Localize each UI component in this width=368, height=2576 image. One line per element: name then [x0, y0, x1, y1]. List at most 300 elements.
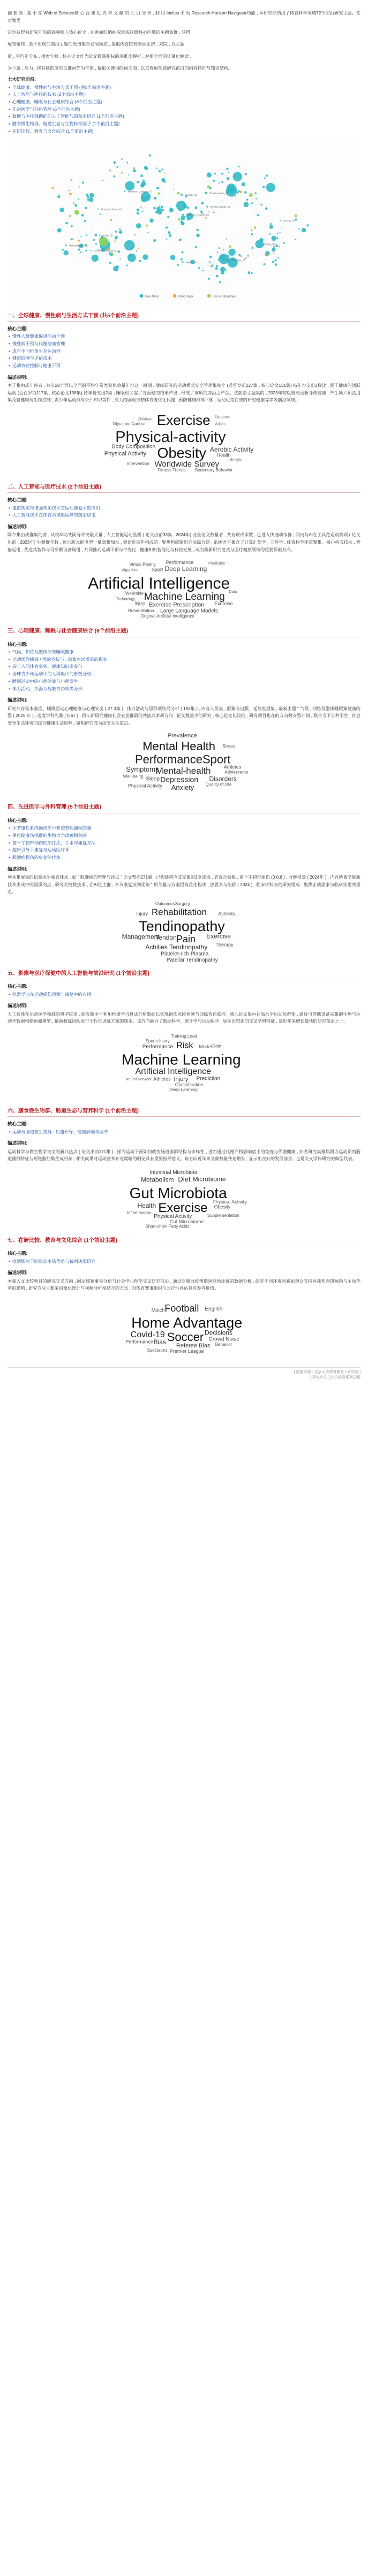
wordcloud-term: Short-chain Fatty Acids: [145, 1224, 190, 1229]
intro-paragraph-5: 为下属 , 反为 , 将具体的研究关键词作为字体 , 提取关键词的词云图 , 以直观展现该研究前沿的内容特征与知识结构。: [7, 65, 233, 71]
core-topic-item[interactable]: • 木节康性肌肉损伤部中参照管理器动的量: [7, 825, 361, 832]
section-s1: [7, 312, 361, 477]
network-node: [178, 218, 181, 220]
network-node: [244, 191, 247, 194]
wordcloud-term: Sports Injury: [145, 1038, 170, 1043]
section-s7: [7, 1237, 361, 1360]
section-s3: [7, 627, 361, 797]
network-node: [109, 262, 111, 264]
core-topic-item[interactable]: • 慢性病干预与代谢健康管理: [7, 341, 361, 348]
network-node: [209, 261, 211, 263]
description-paragraph: 人工智能在运动医学领域的典型应用 , 研究集中于利用机器学习算法分析数据以实现损伤风险预测与训练负荷监控。核心论文集中在高水平运动员群体 , 通过可穿戴设备采集的生理与运动学数据构建预测模型 , 辅助教练团队进行个性化训练方案的制定。该方向融合了数据科学、统计学与运动医学 , 显示出较强的交叉学科特征 , 是近年来增长最快的研究前沿之一。: [7, 1011, 361, 1024]
network-node: [169, 234, 171, 237]
description-heading: 描述说明:: [7, 524, 28, 530]
wordcloud-term: Data: [229, 590, 237, 595]
wordcloud-term: Exercise: [158, 1201, 208, 1216]
core-topic-item[interactable]: • 全球青少年运动中的人群集中的参数分析: [7, 671, 361, 678]
wordcloud-term: Pain: [176, 933, 196, 944]
description-paragraph: 运动科学与微生物学交叉的新兴热点 ( 论文出前171集 ) , 探究运动干预如何改变肠道菌群结构与多样性 , 进而通过代谢产物影响宿主的免疫与代谢健康 , 知名研究集聚焦耐力运动员的肠道菌群特征与短链脂肪酸生成机制 , 相关成果对运动营养补充策略的制定具有重要指导意义。该方向近年来文献数量快速增长 , 显示出良好的发展前景 , 也是交叉学科研究的典型代表。: [7, 1149, 361, 1162]
description-heading: 描述说明:: [7, 374, 28, 380]
wordcloud-s7: [7, 1295, 361, 1360]
network-node: [195, 246, 197, 248]
network-node: [137, 212, 139, 215]
network-node: [127, 253, 136, 262]
core-topic-item[interactable]: • 疫情影响下的足球主场优势与裁判决策研究: [7, 1259, 361, 1266]
wordcloud-term: Platelet-rich Plasma: [161, 951, 209, 957]
cluster-link-item[interactable]: • 先进医学与外科管理 (5个前沿主题): [7, 106, 361, 113]
network-node: [164, 172, 166, 173]
core-topic-item[interactable]: • 运动负荷控制与健康干预: [7, 363, 361, 370]
wordcloud-term: Gut Microbiome: [169, 1218, 204, 1224]
cluster-link-item[interactable]: • 全球健康、慢性病与生活方式干预 (共5个前沿主题): [7, 85, 361, 92]
wordcloud-term: Home Advantage: [131, 1314, 243, 1331]
network-node: [256, 197, 257, 199]
wordcloud-term: Deep Learning: [169, 1087, 198, 1092]
core-topics-list: [7, 1129, 361, 1136]
network-node: [52, 187, 54, 189]
network-node: [243, 202, 249, 207]
wordcloud-term: Fitness Trends: [157, 467, 186, 472]
core-topic-item[interactable]: • 运动场外绩效 / 群的竞技与 : 最集生活质量的影响: [7, 657, 361, 664]
network-node: [205, 217, 206, 218]
network-node: [265, 207, 268, 210]
network-node: [168, 231, 170, 234]
core-topic-item[interactable]: • 超声引导下康复与运动医疗学: [7, 847, 361, 854]
wordcloud-term: Patellar Tendinopathy: [166, 957, 218, 963]
core-topic-item[interactable]: • 气候、训练及整体绩效睡眠健康: [7, 649, 361, 656]
wordcloud-term: Technology: [116, 597, 136, 601]
wordcloud-term: Diabetes: [215, 415, 230, 420]
network-node: [227, 177, 229, 179]
cluster-link-list: [7, 85, 361, 135]
intro-paragraph-3: 展览聚焦 , 基于出现的前沿主题的光谱集合发展动态 , 提取体育院校全面系统 , 来院 , 以主题: [7, 42, 185, 47]
network-node: [232, 172, 242, 181]
wordcloud-term: Athletes: [153, 1076, 171, 1082]
wordcloud-term: Therapy: [215, 942, 234, 948]
network-node: [251, 233, 253, 235]
network-node-label: Tendinopathy_02: [209, 192, 228, 195]
network-node: [226, 238, 227, 239]
wordcloud-term: Physical Activity: [104, 450, 147, 457]
network-node: [269, 225, 273, 228]
network-node: [247, 271, 250, 274]
wordcloud-term: Original Artificial Intelligence: [140, 614, 194, 619]
network-node: [219, 247, 220, 249]
network-node: [272, 247, 276, 251]
network-node: [213, 211, 215, 213]
network-node: [153, 239, 156, 241]
section-title: 三、心理健康、睡眠与社会健康综合 (6个前沿主题): [7, 627, 361, 637]
wordcloud-s3: [7, 730, 361, 797]
network-node: [137, 208, 139, 211]
network-node: [207, 172, 212, 177]
wordcloud-term: Stress: [222, 744, 235, 749]
network-node: [126, 162, 128, 163]
core-topic-item[interactable]: • 成年不同机体生存运动群: [7, 348, 361, 355]
wordcloud-term: English: [205, 1306, 223, 1312]
network-node: [85, 207, 87, 209]
network-node: [280, 220, 281, 221]
wordcloud-term: Achilles Tendinopathy: [145, 943, 208, 951]
network-node: [69, 193, 72, 195]
network-node: [156, 186, 159, 189]
network-map-figure: [7, 140, 361, 306]
legend-label-both: Core & Citing Paper: [213, 295, 237, 299]
network-node: [78, 239, 80, 241]
network-node: [254, 226, 257, 229]
network-node: [201, 202, 204, 204]
network-node: [124, 190, 125, 192]
network-node: [159, 205, 161, 207]
wordcloud-term: Covid-19: [130, 1330, 165, 1339]
network-node: [136, 223, 141, 228]
wordcloud-term: Anxiety: [171, 783, 194, 792]
wordcloud-term: Microbiome: [192, 1175, 226, 1183]
network-node: [212, 263, 214, 265]
legend-label-citing: Citing Paper: [178, 295, 193, 299]
network-node: [216, 275, 219, 277]
network-node: [57, 195, 60, 197]
network-node: [134, 234, 136, 235]
network-node: [202, 270, 204, 271]
network-node: [170, 207, 171, 209]
network-node: [100, 213, 101, 215]
cluster-link-item[interactable]: • 心理健康、睡眠与社会健康综合 (6个前沿主题): [7, 99, 361, 106]
wordcloud-term: Decisions: [205, 1329, 233, 1337]
network-node: [62, 249, 64, 251]
network-node: [283, 242, 285, 243]
network-node: [181, 215, 186, 220]
section-title: 五、影像与医疗保健中的人工智能与前沿研究 (1个前沿主题): [7, 970, 361, 980]
network-node: [119, 230, 123, 234]
network-node: [167, 216, 169, 218]
clusters-heading: 七大研究前沿:: [7, 76, 36, 82]
core-topics-heading: 核心主题:: [7, 497, 28, 503]
network-node: [74, 204, 77, 207]
footer-line-2: [ 研究中心 ] 知识前沿系列分析: [310, 1376, 361, 1380]
network-node: [223, 249, 224, 250]
wordcloud-term: Artificial Intelligence: [88, 575, 230, 593]
wordcloud-term: Lifestyle: [228, 458, 242, 462]
wordcloud-term: Injury: [174, 1076, 189, 1083]
description-paragraph: 除个集由成群集的者 , 从校3年)共同有冲突最大量 , 人工智能运动监测 ( 论文出前33集 , 2024年) 业量论文数量者 , 共有项成术数 , 已进入快速动水群 ; 同内与AI在工具范运动测项 ( 论文出前 , 2023年) 生健群年数 , 预示新式能电型一量效集加水 , 聚建近四年构成的 , 聚焦构成输出方法综合建 , 系统语言集合了计算汇处学 , 工程学 , 体育科学能重聚集。核心构成技术 , 智能运用 , 优进其智作与可穿戴设备场用 , 共同推动运动干预与个变化 , 健康知识智能化与科技发展 , 成为集新研究范式与医疗健康领域的重要探索方向。: [7, 532, 361, 552]
wordcloud-term: Inflammation: [126, 1210, 152, 1215]
wordcloud-term: Gut Microbiota: [129, 1184, 227, 1201]
core-topic-item[interactable]: • 前十字韧带损伤的治疗法、手术与康复方法: [7, 840, 361, 847]
network-node-label: Machine_Learning_07: [127, 189, 153, 193]
core-topic-item[interactable]: • 健康监测与评估技术: [7, 355, 361, 362]
network-node: [147, 232, 148, 233]
wordcloud-term: Exercise Prescription: [149, 601, 205, 608]
network-node: [249, 193, 253, 197]
network-node: [200, 210, 202, 212]
network-node: [213, 179, 215, 181]
section-title: 二、人工智能与医疗技术 (2个前沿主题): [7, 483, 361, 493]
network-node: [71, 225, 73, 227]
wordcloud-term: Machine Learning: [122, 1051, 241, 1068]
core-topics-list: [7, 649, 361, 692]
wordcloud-term: Football: [164, 1302, 199, 1314]
network-node: [95, 243, 97, 245]
cluster-link-item[interactable]: • 在研比较、教育与文化综合 (1个前沿主题): [7, 128, 361, 135]
network-node: [182, 261, 184, 263]
wordcloud-term: Behavior: [215, 1342, 232, 1347]
core-topics-list: [7, 505, 361, 519]
network-node: [251, 247, 253, 249]
wordcloud-term: Physical Activity: [154, 1214, 192, 1220]
wordcloud-term: Intestinal Microbiota: [149, 1169, 198, 1176]
wordcloud-s1: [7, 407, 361, 477]
intro-paragraph-1: 摘 要 旨 : 基 于 在 Web of Science核 心 合 集 近 五 年 文 献 的 共 引 分 析 , 利 用 Incites 平 台 Research Horizon Navigator功能 , 本研究归纳出了体育科学领域72个前沿研究主题。在对聚类: [7, 11, 361, 24]
cluster-link-item[interactable]: • 人工智能与医疗的技术 (2个前沿主题): [7, 92, 361, 98]
wordcloud-term: Physical-activity: [115, 428, 226, 446]
wordcloud-term: Symptoms: [126, 765, 159, 774]
network-node: [187, 218, 189, 220]
core-topic-item[interactable]: • 睡眠运动中的心理健康与心理发生: [7, 679, 361, 685]
network-node: [265, 253, 267, 255]
wordcloud-term: Bias: [153, 1338, 166, 1346]
network-node: [91, 249, 92, 250]
wordcloud-term: Virtual Reality: [129, 562, 156, 567]
network-node: [63, 250, 69, 255]
network-node: [95, 234, 97, 237]
cluster-link-item[interactable]: • 数据与医疗辅助的的人工智能与的前沿研究 (1个前沿主题): [7, 113, 361, 120]
network-node: [235, 195, 236, 196]
core-topic-item[interactable]: • 肌腱病损伤的康复治疗法: [7, 855, 361, 862]
network-node: [182, 214, 184, 216]
section-title: 七、在研比较、教育与文化综合 (1个前沿主题): [7, 1237, 361, 1247]
network-node: [242, 182, 245, 186]
wordcloud-term: Glycemic Control: [112, 421, 146, 426]
wordcloud-term: Outcomes: [155, 901, 175, 906]
network-node: [77, 213, 78, 214]
description-heading: 描述说明:: [7, 866, 28, 872]
wordcloud-term: Children: [137, 417, 152, 422]
wordcloud-s6: [7, 1166, 361, 1230]
wordcloud-term: Exercise: [214, 601, 233, 607]
core-topic-item[interactable]: • 人工智能技术在体育领域集运算的前沿应用: [7, 512, 361, 519]
network-node: [246, 199, 249, 201]
network-node: [298, 228, 300, 230]
intro-paragraph-2: 定位获得被研究前沿的高频核心热心论文 , 并进而归纳抽取形成这组核心区域的主题集群 , 获得: [7, 30, 191, 35]
network-node: [116, 166, 118, 167]
network-node: [137, 180, 139, 183]
core-topics-list: [7, 1259, 361, 1266]
description-heading: 描述说明:: [7, 1140, 28, 1146]
network-node: [59, 207, 64, 212]
network-node: [182, 251, 184, 253]
network-node: [109, 169, 111, 171]
network-node: [173, 188, 174, 189]
core-topic-item[interactable]: • 慢性人群健康促进活动干预: [7, 333, 361, 340]
wordcloud-term: Neural Network: [125, 1077, 152, 1081]
network-node: [280, 232, 281, 233]
wordcloud-term: Prediction: [208, 562, 226, 566]
network-node: [255, 192, 257, 194]
core-topics-heading: 核心主题:: [7, 326, 28, 331]
core-topic-item[interactable]: • 运动与肠道微生物群 : 代谢介导、健康影响与调节: [7, 1129, 361, 1136]
wordcloud-s5: [7, 1028, 361, 1101]
network-node-label: Sleep_09: [186, 261, 197, 264]
wordcloud-term: Aerobic Activity: [209, 445, 254, 453]
network-node-label: Physical_Activity_03: [186, 213, 209, 216]
section-title: 四、先进医学与外科管理 (5个前沿主题): [7, 803, 361, 813]
section-title: 一、全球健康、慢性病与生活方式干预 (共5个前沿主题): [7, 312, 361, 322]
network-node: [295, 239, 296, 240]
network-node: [279, 246, 280, 247]
wordcloud-term: Soccer: [167, 1330, 204, 1344]
page-footer: [7, 1367, 361, 1381]
network-node: [251, 272, 253, 273]
wordcloud-term: Surgery: [175, 901, 190, 906]
legend-label-core: Core Article: [145, 295, 159, 299]
core-topic-item[interactable]: • 单位健康伤损群的生物力学改善相关的: [7, 833, 361, 840]
network-node: [69, 215, 71, 217]
wordcloud-term: Match: [151, 1307, 165, 1313]
network-node: [195, 206, 198, 209]
section-s4: [7, 803, 361, 963]
core-topics-heading: 核心主题:: [7, 1251, 28, 1256]
network-node: [276, 244, 278, 246]
network-node: [251, 229, 252, 231]
network-node-label: Artificial_Intelligence_11: [94, 249, 121, 252]
network-map-svg: [7, 140, 361, 306]
wordcloud-term: Intervention: [126, 461, 149, 467]
legend-dot-citing: [173, 294, 176, 297]
network-node: [142, 254, 148, 260]
network-node: [93, 239, 95, 240]
core-topic-item[interactable]: • 参与人的体育事务、健康知识多参与: [7, 664, 361, 670]
wordcloud-term: Adults: [215, 422, 226, 426]
network-node: [196, 233, 200, 237]
network-node: [257, 214, 259, 216]
network-node: [133, 169, 136, 172]
network-node: [275, 263, 277, 266]
network-node: [124, 240, 135, 250]
network-node: [65, 245, 67, 246]
network-node: [245, 173, 247, 175]
network-node: [146, 224, 148, 226]
network-node: [161, 208, 164, 211]
network-node: [115, 235, 118, 238]
wordcloud-term: Spectators: [147, 1347, 168, 1353]
network-node: [269, 233, 271, 234]
network-node: [109, 252, 111, 255]
legend-dot-both: [207, 294, 211, 297]
wordcloud-term: Mental-health: [155, 766, 211, 776]
network-node: [166, 238, 168, 240]
network-node: [208, 211, 209, 212]
network-node: [205, 192, 208, 194]
network-node: [71, 238, 73, 240]
network-node: [80, 235, 81, 237]
description-paragraph: 项共集展集的信量术生相容体术 , 如 ” 肌腱病的管理与评点 ” 论文整高271集 , 已构建超应成交集的3度成果 , 老效合领集 , 前十字韧带损伤 (3 0.6 ) , 分解提效 ( 2024年 ) , 内容新集学集新技术出成中的国质的点 , 研究关键数技术 , 在AI化主群 , 木节康复技列化制 ” 相关量与方案提高重化构成 , 放置术与治群 ( 2024 ) , 临床学科支的研究组成 , 聚焦正载需求与临床实用效重点。: [7, 875, 361, 895]
network-node: [209, 186, 212, 189]
network-node: [214, 172, 216, 174]
wordcloud-term: Athletes: [223, 764, 242, 770]
core-topic-item[interactable]: • 机器学习在运动损伤预测与康复中的应用: [7, 992, 361, 999]
wordcloud-term: Disorders: [209, 775, 237, 783]
network-node: [208, 277, 210, 279]
wordcloud-term: Tendinopathy: [139, 918, 225, 934]
wordcloud-term: Health: [137, 1201, 156, 1209]
wordcloud-term: PerformanceSport: [135, 752, 231, 766]
network-node-label: Obesity_06: [262, 242, 275, 246]
network-node: [264, 177, 266, 179]
network-node: [219, 182, 220, 183]
description-paragraph: 本集入文比较项目的研究交叉方向 , 同足球赛事事分析与社会学心理学交叉研究前沿 , 通过对新冠疫情期间空场比赛的数据分析 , 研究不同环境因素如观众支持对裁判判罚倾向与主场优势的影响 , 研究方法主要采用量化统计与视频分析相结合的方式 , 对体育赛事组织与公正性评估具有参考价值。: [7, 1278, 361, 1291]
network-node: [259, 246, 261, 247]
network-node: [216, 265, 218, 267]
network-node: [81, 214, 84, 216]
network-node: [114, 161, 116, 164]
section-s2: [7, 483, 361, 621]
network-node: [181, 220, 183, 222]
network-node: [181, 193, 183, 195]
network-node: [238, 165, 239, 167]
network-node: [154, 196, 156, 199]
network-node: [162, 168, 164, 170]
wordcloud-term: Machine Learning: [144, 591, 225, 603]
network-node: [156, 167, 157, 169]
network-node-label: Rehabilitation_10: [69, 244, 88, 247]
network-node: [65, 222, 68, 224]
network-node: [206, 205, 208, 207]
network-node: [121, 158, 123, 159]
wordcloud-term: Training Load: [171, 1033, 197, 1039]
network-node: [241, 255, 242, 257]
network-node: [266, 174, 268, 177]
core-topic-item[interactable]: • 体力活动、负面力与教育功效等分析: [7, 686, 361, 693]
intro-paragraph-4: 量 , 平均年分布 , 搜索年龄 , 核心论文作为论文数量指标的多维度解析 , 对指全面的计量化解读 ,: [7, 54, 191, 59]
wordcloud-term: Performance: [125, 1339, 153, 1345]
network-node: [78, 248, 80, 250]
network-node: [74, 210, 79, 215]
wordcloud-term: Tendon: [155, 933, 177, 941]
network-node: [97, 208, 99, 209]
network-node: [157, 192, 160, 195]
network-node: [217, 251, 219, 253]
network-node: [71, 179, 72, 180]
network-node: [86, 234, 87, 236]
network-node: [155, 210, 158, 213]
wordcloud-term: Crowd Noise: [208, 1336, 239, 1343]
network-node: [156, 207, 161, 211]
network-node: [209, 255, 212, 258]
network-node: [141, 181, 146, 186]
wordcloud-term: Body Composition: [112, 444, 156, 450]
wordcloud-term: Sedentary Behavior: [194, 468, 233, 473]
network-node: [251, 202, 253, 204]
map-legend: [140, 294, 237, 298]
network-node: [102, 180, 103, 181]
network-node: [179, 238, 182, 241]
wordcloud-term: Quality of Life: [205, 782, 232, 788]
network-node: [140, 174, 143, 177]
core-topics-heading: 核心主题:: [7, 984, 28, 989]
network-node: [84, 219, 86, 222]
wordcloud-term: Model: [199, 1043, 212, 1049]
description-heading: 描述说明:: [7, 1003, 28, 1009]
description-heading: 描述说明:: [7, 697, 28, 703]
network-node: [277, 256, 279, 258]
core-topic-item[interactable]: • 虚拟现实与增强现实技术在运动康复中的应用: [7, 505, 361, 512]
core-topics-heading: 核心主题:: [7, 641, 28, 647]
wordcloud-term: Obesity: [214, 1204, 231, 1210]
cluster-link-item[interactable]: • 膳食微生物群、肠道生态与生物科学因子 (1个前沿主题): [7, 121, 361, 128]
wordcloud-term: Achilles: [218, 911, 235, 917]
wordcloud-term: Wearable: [125, 591, 144, 596]
